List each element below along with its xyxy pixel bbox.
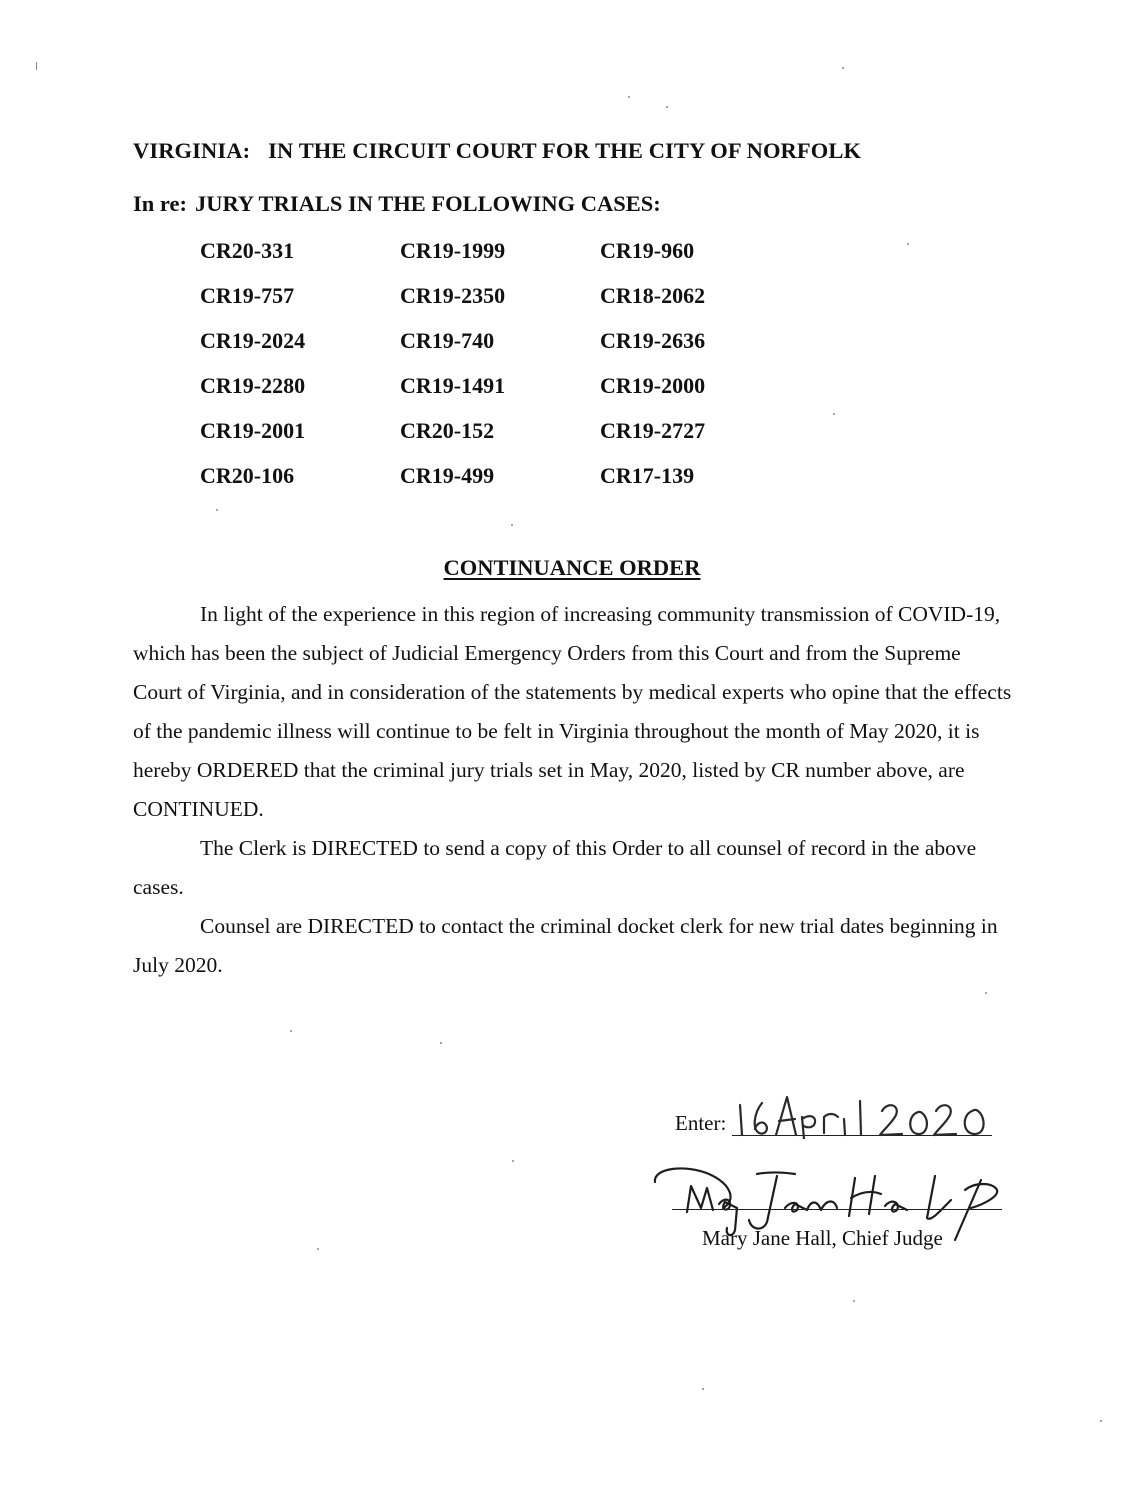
order-title-text: CONTINUANCE ORDER <box>443 555 701 580</box>
order-body <box>133 595 1013 985</box>
scan-speck <box>907 243 909 245</box>
case-number: CR20-152 <box>400 418 495 443</box>
handwritten-date <box>732 1083 992 1139</box>
in-re-subject: JURY TRIALS IN THE FOLLOWING CASES: <box>194 191 661 216</box>
scan-speck <box>216 509 218 511</box>
case-number: CR19-1999 <box>400 238 506 263</box>
case-number: CR19-740 <box>400 328 495 353</box>
case-row <box>200 238 800 283</box>
signer-name: Mary Jane Hall, Chief Judge <box>702 1226 943 1250</box>
scan-speck <box>290 1030 292 1032</box>
scan-speck <box>628 96 630 98</box>
case-number: CR19-2636 <box>600 328 706 353</box>
scan-speck <box>853 1300 855 1302</box>
scan-speck <box>1100 1420 1102 1422</box>
case-number: CR19-757 <box>200 283 295 308</box>
enter-date-field <box>732 1105 992 1136</box>
order-title <box>0 555 1144 581</box>
case-row <box>200 283 800 328</box>
scan-speck <box>317 1248 319 1250</box>
case-number: CR20-331 <box>200 238 295 263</box>
case-number: CR20-106 <box>200 463 295 488</box>
order-paragraph: The Clerk is DIRECTED to send a copy of this Order to all counsel of record in the above cases. <box>133 836 977 899</box>
scan-speck <box>833 413 835 415</box>
case-number-grid <box>200 238 800 508</box>
jurisdiction: VIRGINIA: <box>133 138 251 163</box>
case-number: CR19-2280 <box>200 373 306 398</box>
case-row <box>200 463 800 508</box>
case-row <box>200 328 800 373</box>
enter-line <box>675 1105 992 1136</box>
court-name: IN THE CIRCUIT COURT FOR THE CITY OF NORFOLK <box>268 138 862 163</box>
case-number: CR19-2350 <box>400 283 506 308</box>
scan-speck <box>842 67 844 69</box>
scan-speck <box>511 524 513 526</box>
case-number: CR19-499 <box>400 463 495 488</box>
in-re-label: In re: <box>133 191 187 216</box>
scan-speck <box>440 1042 442 1044</box>
scan-speck <box>985 992 987 994</box>
case-row <box>200 373 800 418</box>
case-number: CR17-139 <box>600 463 695 488</box>
case-number: CR18-2062 <box>600 283 706 308</box>
case-number: CR19-1491 <box>400 373 506 398</box>
scan-speck <box>702 1388 704 1390</box>
case-number: CR19-2024 <box>200 328 306 353</box>
signature-line <box>672 1209 1002 1210</box>
order-paragraph: In light of the experience in this region of increasing community transmission of COVID-19, which has been the subject of Judicial Emergency Orders from this Court and from the Supreme Court of Virginia, and in consideration of the statements by medical experts who opine that the effects of the pandemic illness will continue to be felt in Virginia throughout the month of May 2020, it is hereby ORDERED that the criminal jury trials set in May, 2020, listed by CR number above, are CONTINUED. <box>133 602 1012 821</box>
case-row <box>200 418 800 463</box>
scan-speck <box>666 106 668 108</box>
order-paragraph: Counsel are DIRECTED to contact the criminal docket clerk for new trial dates beginning in July 2020. <box>133 914 998 977</box>
in-re-line <box>133 191 661 217</box>
scan-speck <box>512 1160 514 1162</box>
scan-speck <box>36 62 37 70</box>
case-number: CR19-2000 <box>600 373 706 398</box>
case-number: CR19-960 <box>600 238 695 263</box>
case-number: CR19-2727 <box>600 418 706 443</box>
case-number: CR19-2001 <box>200 418 306 443</box>
court-caption <box>133 138 861 164</box>
enter-label: Enter: <box>675 1111 727 1135</box>
